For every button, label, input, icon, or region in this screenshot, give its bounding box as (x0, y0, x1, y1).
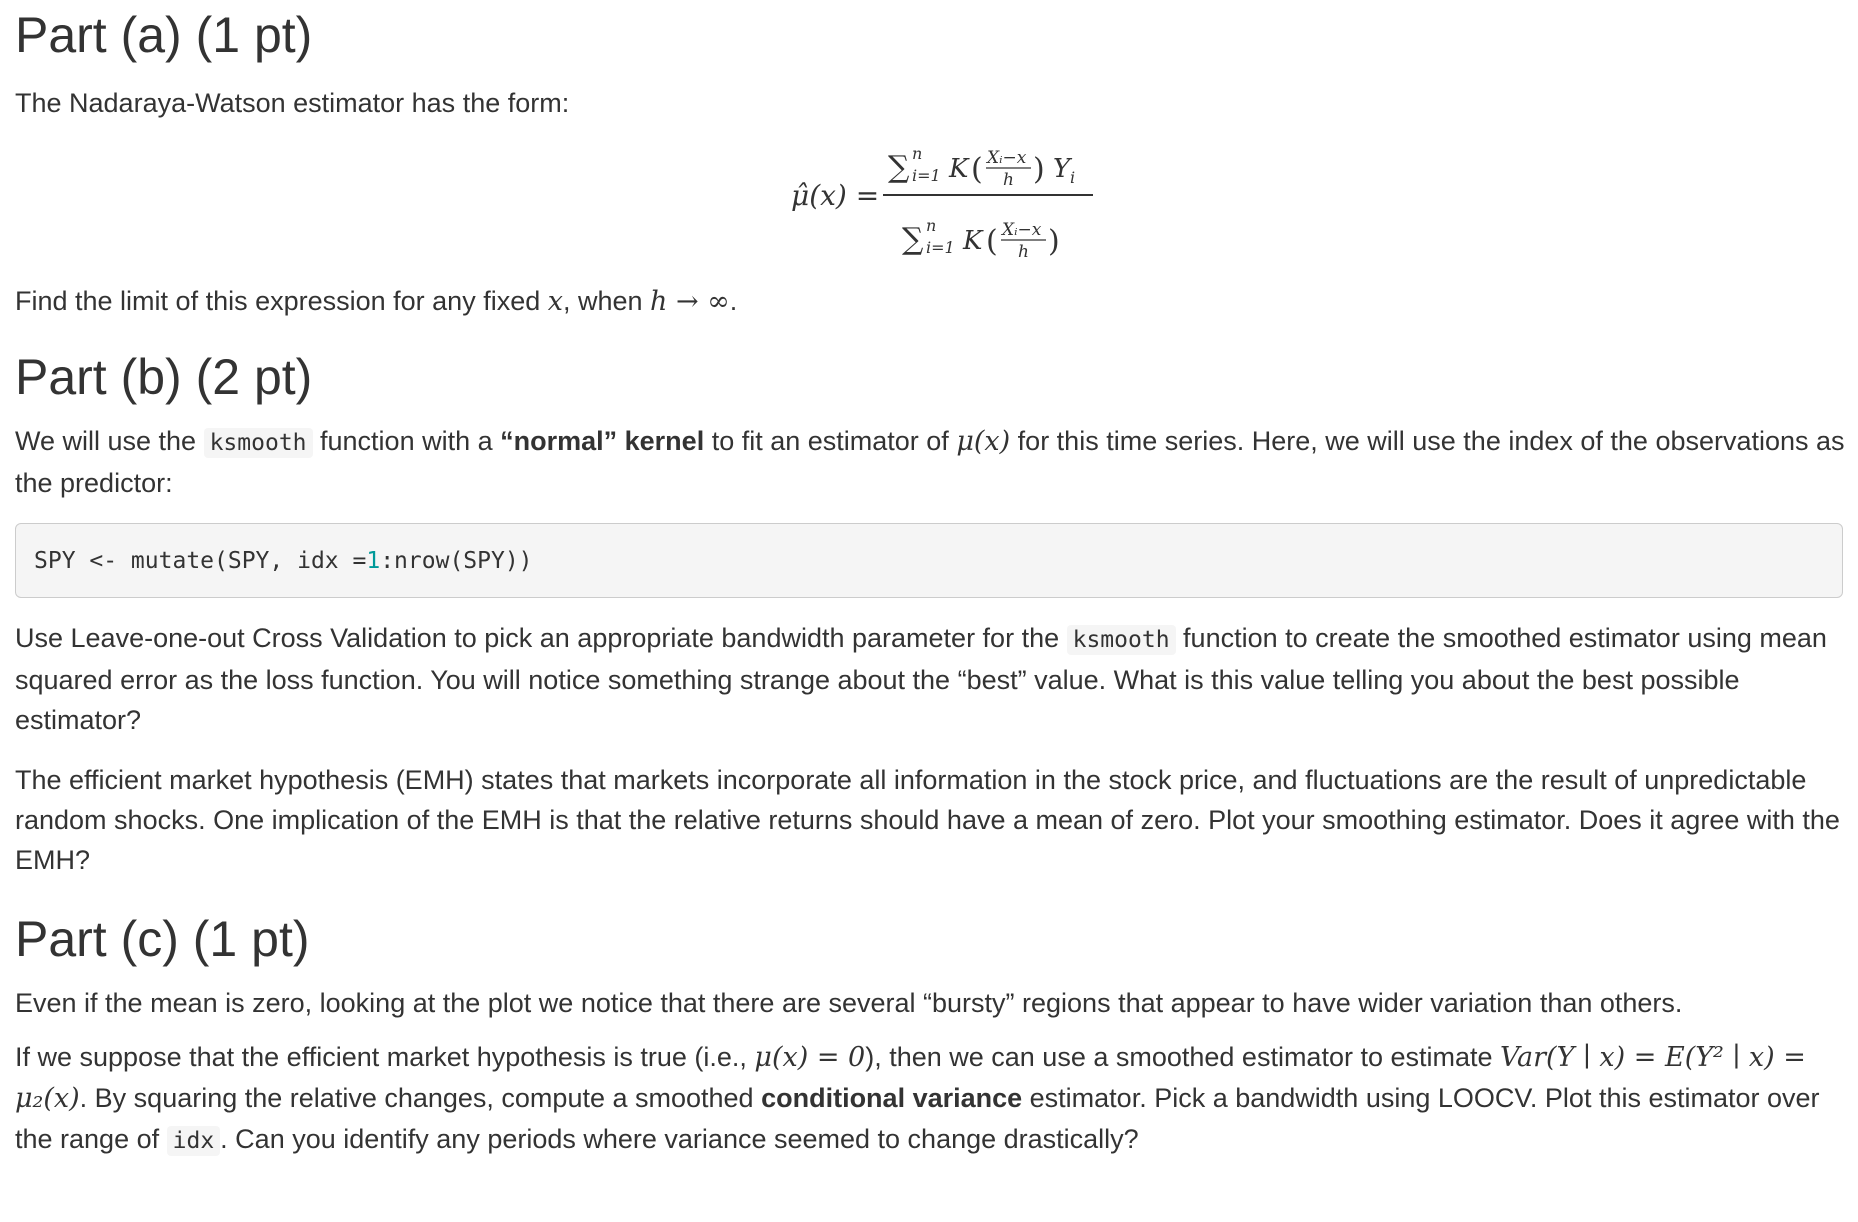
svg-text:Y: Y (1052, 154, 1070, 184)
svg-text:K: K (948, 154, 968, 184)
svg-text:i=1: i=1 (925, 238, 955, 257)
inline-code-ksmooth: ksmooth (204, 428, 313, 458)
svg-text:(: ( (970, 152, 983, 187)
part-c-paragraph-2: If we suppose that the efficient market hypothesis is true (i.e., μ(x) = 0), then we can use a smoothed estimator to estimate Var(Y ∣ x) = E(Y² ∣ x) = μ₂(x). By squaring the relative changes, compute a smoothed conditional variance estimator. Pick a bandwidth using LOOCV. Plot this estimator over the range of idx . Can you identify any periods where variance seemed to change drastically? (15, 1042, 1820, 1154)
part-b-paragraph-3: The efficient market hypothesis (EMH) states that markets incorporate all information in the stock price, and fluctuations are the result of unpredictable random shocks. One implication of the EMH is that the relative returns should have a mean of zero. Plot your smoothing estimator. Does it agree with the EMH? (15, 765, 1840, 875)
svg-text:h: h (1017, 242, 1029, 262)
svg-text:K: K (962, 226, 982, 256)
equation-lhs: μ̂(x) = (790, 179, 879, 212)
part-b-paragraph-1: We will use the ksmooth function with a “normal” kernel to fit an estimator of μ(x) for this time series. Here, we will use the index of the observations as the predictor: (15, 426, 1845, 498)
svg-text:i: i (1069, 168, 1075, 187)
code-number: 1 (366, 547, 381, 574)
svg-text:h: h (1002, 170, 1014, 190)
svg-text:): ) (1032, 152, 1045, 187)
math-limit: h → ∞ (650, 286, 730, 317)
svg-text:i=1: i=1 (911, 166, 941, 185)
part-c-paragraph-1: Even if the mean is zero, looking at the plot we notice that there are several “bursty” regions that appear to have wider variation than others. (15, 988, 1683, 1018)
math-mu-zero: μ(x) = 0 (754, 1042, 866, 1073)
math-mu-x: μ(x) (956, 426, 1011, 457)
svg-text:∑: ∑ (901, 222, 923, 257)
part-b-paragraph-2: Use Leave-one-out Cross Validation to pick an appropriate bandwidth parameter for the ksmooth function to create the smoothed estimator using mean squared error as the loss function. You will notice something strange about the “best” value. What is this value telling you about the best possible estimator? (15, 623, 1827, 735)
part-a-heading: Part (a) (1 pt) (15, 7, 313, 63)
svg-text:∑: ∑ (887, 150, 909, 185)
part-a-question: Find the limit of this expression for any fixed x, when h → ∞. (15, 286, 738, 317)
math-x: x (547, 286, 563, 317)
inline-code-idx: idx (167, 1126, 221, 1156)
part-a-intro: The Nadaraya-Watson estimator has the form: (15, 88, 570, 118)
code-block: SPY <- mutate(SPY, idx = 1 :nrow(SPY)) (15, 523, 1843, 598)
equation-graphic (791, 123, 1111, 273)
part-c-heading: Part (c) (1 pt) (15, 911, 310, 967)
svg-text:): ) (1047, 224, 1060, 259)
svg-text:Xᵢ−x: Xᵢ−x (986, 148, 1026, 168)
math-variance: Var(Y ∣ x) = E(Y² ∣ x) = μ₂(x) (15, 1042, 1806, 1114)
svg-text:Xᵢ−x: Xᵢ−x (1001, 220, 1041, 240)
inline-code-ksmooth-2: ksmooth (1067, 625, 1176, 655)
svg-text:n: n (911, 144, 922, 163)
svg-text:(: ( (985, 224, 998, 259)
svg-text:n: n (925, 216, 936, 235)
bold-normal-kernel: “normal” kernel (500, 426, 705, 456)
part-b-heading: Part (b) (2 pt) (15, 349, 313, 405)
bold-conditional-variance: conditional variance (761, 1083, 1023, 1113)
nadaraya-watson-equation (55, 123, 1846, 273)
